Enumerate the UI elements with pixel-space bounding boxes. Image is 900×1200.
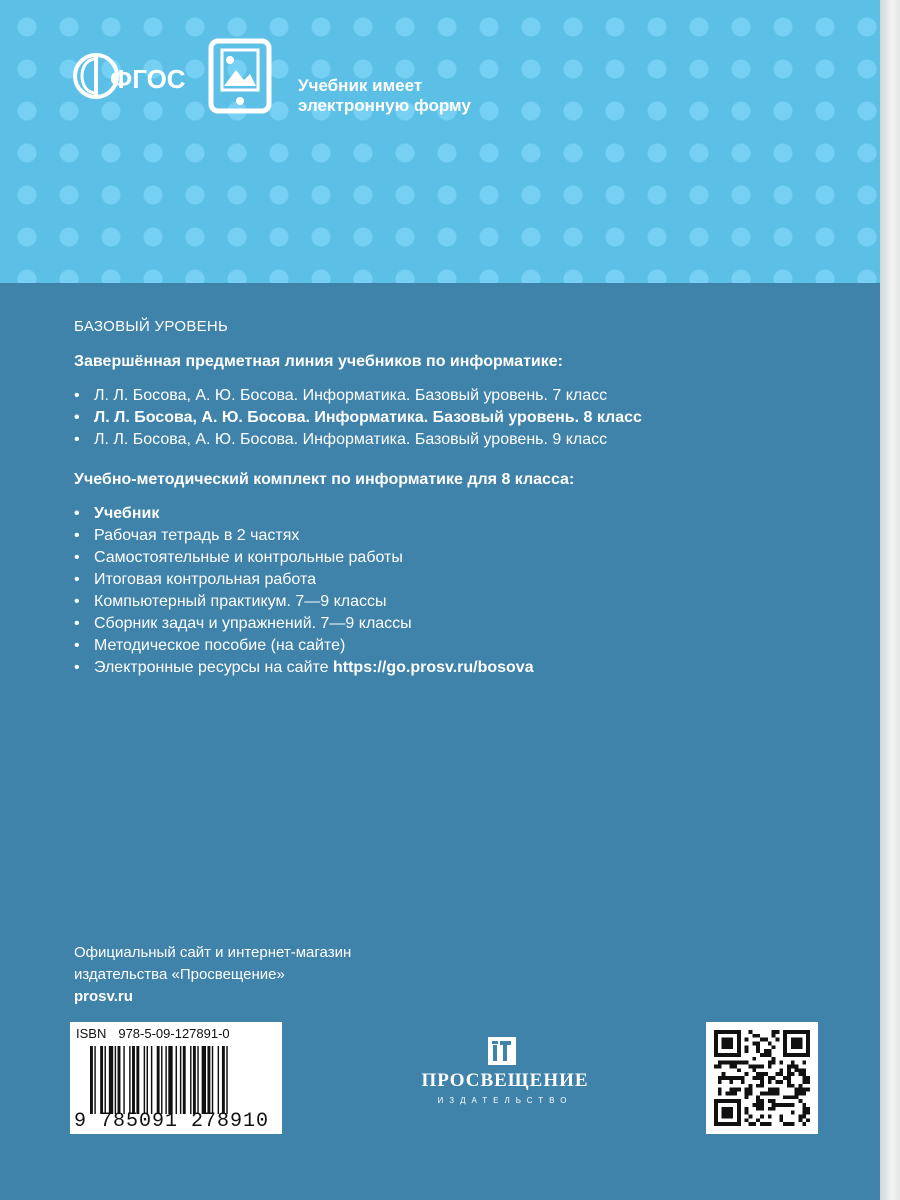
publisher-logo [405, 1036, 605, 1116]
level-label: БАЗОВЫЙ УРОВЕНЬ [74, 318, 229, 335]
footer-line-2: издательства «Просвещение» [74, 966, 285, 983]
isbn-prefix: ISBN [76, 1026, 107, 1041]
list-item-resources [74, 657, 854, 679]
kit-heading: Учебно-методический комплект по информатике для 8 класса: [74, 471, 575, 488]
publisher-site-note [74, 942, 351, 1008]
electronic-form-line-1: Учебник имеет [298, 76, 423, 95]
list-item: • Учебник [74, 503, 854, 525]
line-heading: Завершённая предметная линия учебников по информатике: [74, 353, 563, 370]
fgos-logo [72, 48, 186, 104]
isbn-number: 978-5-09-127891-0 [118, 1026, 230, 1041]
footer-line-1: Официальный сайт и интернет-магазин [74, 944, 352, 961]
list-item: • Л. Л. Босова, А. Ю. Босова. Информатика. Базовый уровень. 9 класс [74, 429, 854, 451]
list-item: • Методическое пособие (на сайте) [74, 635, 854, 657]
publisher-name: ПРОСВЕЩЕНИЕ [421, 1070, 589, 1091]
list-item: • Рабочая тетрадь в 2 частях [74, 525, 854, 547]
top-pattern-band [0, 0, 880, 283]
isbn-label [76, 1026, 230, 1041]
kit-list [74, 503, 854, 679]
electronic-form-note [298, 76, 558, 116]
barcode [90, 1046, 276, 1114]
isbn-barcode-box [70, 1022, 282, 1134]
qr-code [714, 1030, 810, 1126]
publisher-site-link[interactable]: prosv.ru [74, 988, 133, 1005]
list-item: • Л. Л. Босова, А. Ю. Босова. Информатика. Базовый уровень. 8 класс [74, 407, 854, 429]
publisher-emblem-icon [487, 1036, 517, 1066]
publisher-subtitle: ИЗДАТЕЛЬСТВО [437, 1096, 573, 1105]
main-content [74, 318, 854, 699]
electronic-form-line-2: электронную форму [298, 96, 471, 115]
fgos-logo-text: ФГОС [110, 64, 186, 94]
list-item: • Самостоятельные и контрольные работы [74, 547, 854, 569]
barcode-digits: 9 785091 278910 [74, 1110, 270, 1133]
list-item: • Компьютерный практикум. 7—9 классы [74, 591, 854, 613]
list-item: • Л. Л. Босова, А. Ю. Босова. Информатика. Базовый уровень. 7 класс [74, 385, 854, 407]
list-item: • Итоговая контрольная работа [74, 569, 854, 591]
qr-code-box [706, 1022, 818, 1134]
page-edge [880, 0, 900, 1200]
resources-link[interactable]: https://go.prosv.ru/bosova [333, 659, 534, 676]
list-item: • Сборник задач и упражнений. 7—9 классы [74, 613, 854, 635]
tablet-icon [208, 38, 272, 114]
resources-label: Электронные ресурсы на сайте [94, 659, 333, 676]
textbook-line-list [74, 385, 854, 451]
